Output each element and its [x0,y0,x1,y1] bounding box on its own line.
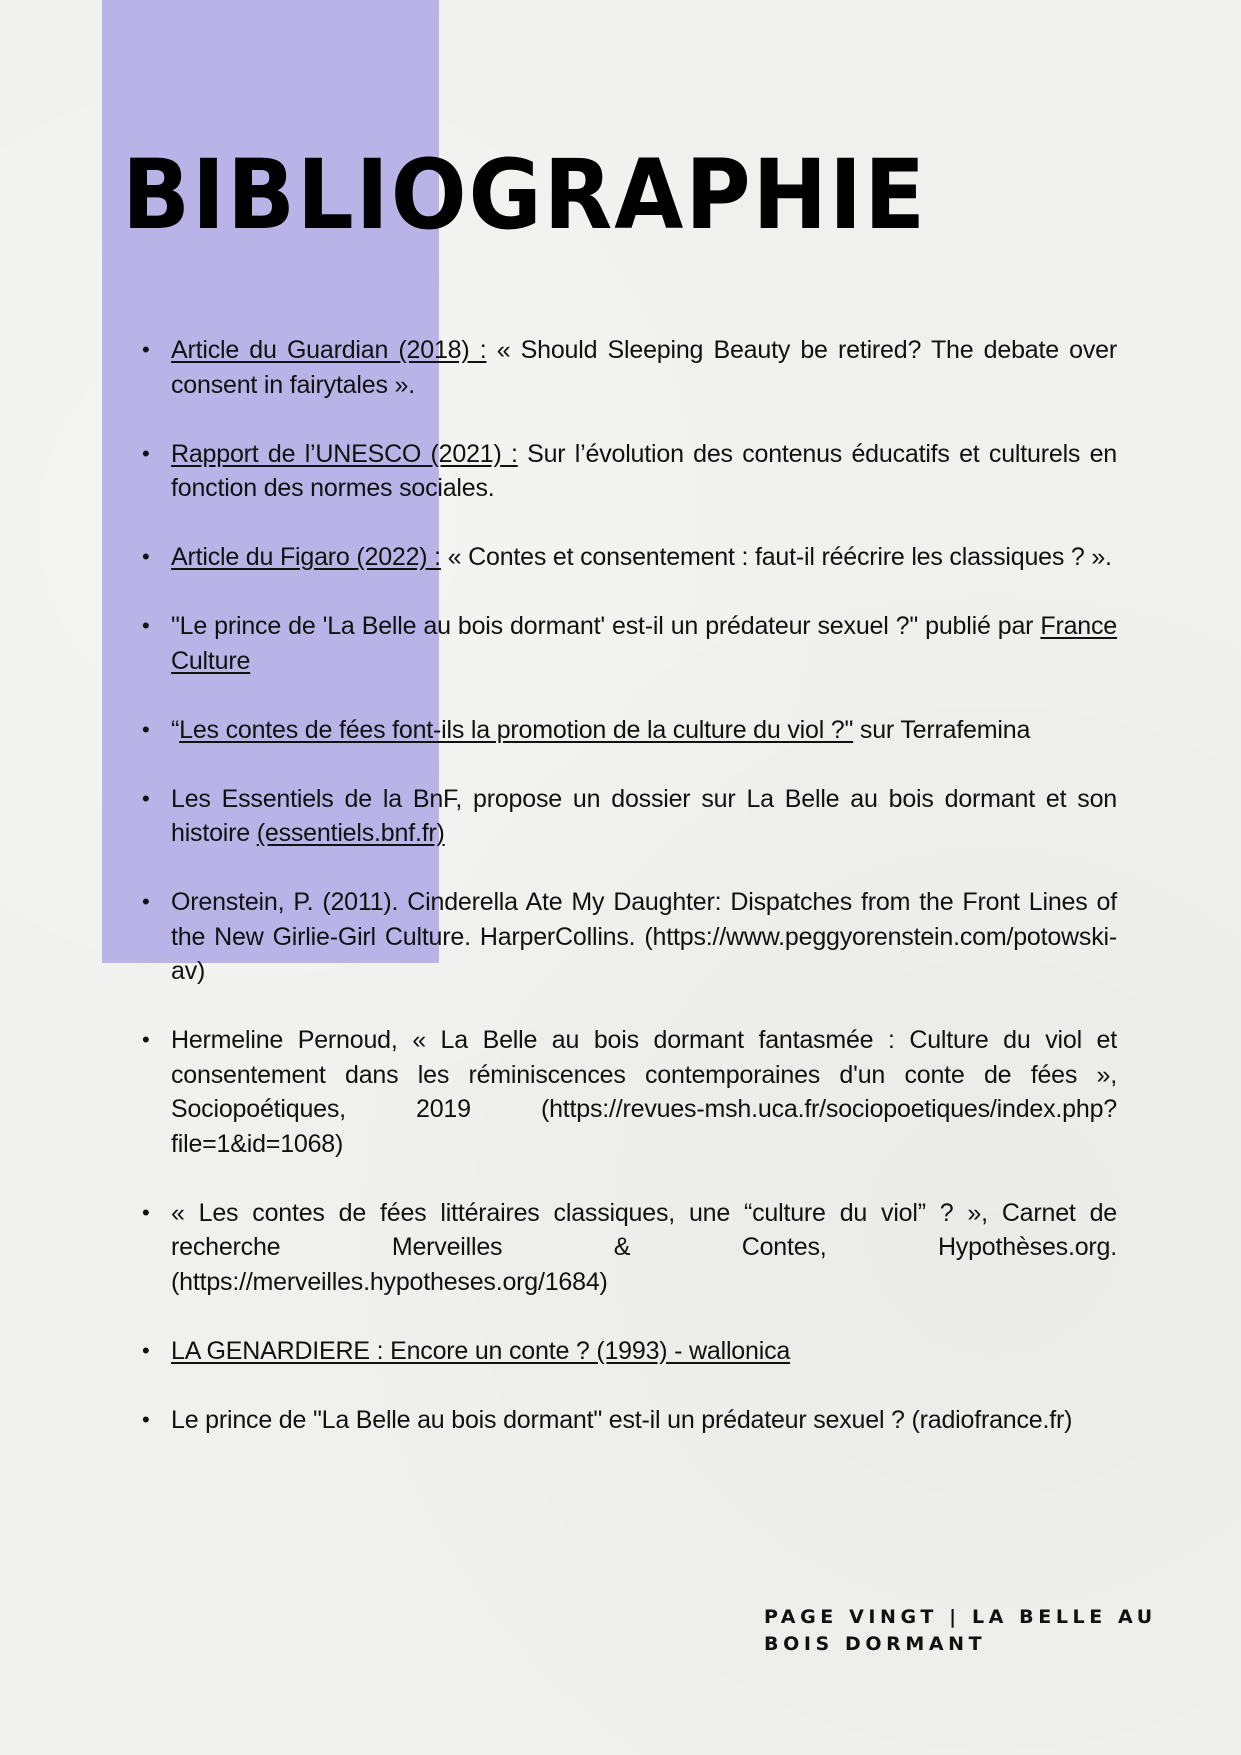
page-title: BIBLIOGRAPHIE [122,139,927,251]
bibliography-item [142,1334,1117,1369]
bibliography-item [142,1196,1117,1300]
bibliography-item [142,713,1117,748]
bullet-icon: • [142,440,150,466]
bibliography-item [142,609,1117,678]
item-text: Les Essentiels de la BnF, propose un dossier sur La Belle au bois dormant et son histoire [171,784,1117,847]
bibliography-item [142,885,1117,989]
bullet-icon: • [142,1027,150,1052]
item-text: Orenstein, P. (2011). Cinderella Ate My Daughter: Dispatches from the Front Lines of the New Girlie-Girl Culture. HarperCollins. (https://www.peggyorenstein.com/potowski-av) [171,888,1117,985]
item-text: sur Terrafemina [853,715,1031,744]
item-text: Hermeline Pernoud, « La Belle au bois dormant fantasmée : Culture du viol et consentement dans les réminiscences contemporaines d'un conte de fées », Sociopoétiques, 2019 (https://revues-msh.uca.fr/sociopoetiques/index.php?file=1&id=1068) [171,1026,1117,1158]
bnf-link[interactable]: (essentiels.bnf.fr) [256,819,445,847]
bullet-icon: • [142,1406,150,1432]
bibliography-list [142,333,1118,1472]
item-text: « Contes et consentement : faut-il réécrire les classiques ? ». [440,543,1112,571]
terrafemina-link[interactable]: Les contes de fées font-ils la promotion de la culture du viol ?" [179,715,854,744]
bullet-icon: • [142,716,150,742]
bibliography-item [142,437,1117,506]
item-text: Sur l’évolution des contenus éducatifs et culturels en fonction des normes sociales. [171,439,1117,502]
france-culture-link[interactable]: France Culture [171,612,1117,675]
bibliography-item [142,1023,1117,1161]
bullet-icon: • [142,785,150,811]
bibliography-item [142,333,1118,402]
unesco-link[interactable]: Rapport de l’UNESCO (2021) : [171,439,518,468]
item-text: "Le prince de 'La Belle au bois dormant' est-il un prédateur sexuel ?" publié par [171,612,1041,640]
item-text: « Should Sleeping Beauty be retired? The debate over consent in fairytales ». [171,336,1118,399]
item-prefix: “ [171,715,180,744]
figaro-link[interactable]: Article du Figaro (2022) : [171,543,441,571]
bullet-icon: • [142,544,150,569]
bullet-icon: • [142,889,150,914]
bibliography-item [142,782,1117,851]
item-text: Le prince de "La Belle au bois dormant" est-il un prédateur sexuel ? (radiofrance.fr) [171,1405,1073,1434]
bullet-icon: • [142,1199,150,1225]
bibliography-item [142,540,1117,575]
page-footer: PAGE VINGT | LA BELLE AU BOIS DORMANT [764,1606,1157,1655]
wallonica-link[interactable]: LA GENARDIERE : Encore un conte ? (1993) - wallonica [171,1336,791,1365]
bibliography-item [142,1403,1117,1438]
item-text: « Les contes de fées littéraires classiques, une “culture du viol” ? », Carnet de recherche Merveilles & Contes, Hypothèses.org. (https://merveilles.hypotheses.org/1684) [171,1198,1117,1296]
bullet-icon: • [142,613,150,638]
guardian-link[interactable]: Article du Guardian (2018) : [171,336,487,364]
bullet-icon: • [142,337,150,362]
bullet-icon: • [142,1337,150,1363]
